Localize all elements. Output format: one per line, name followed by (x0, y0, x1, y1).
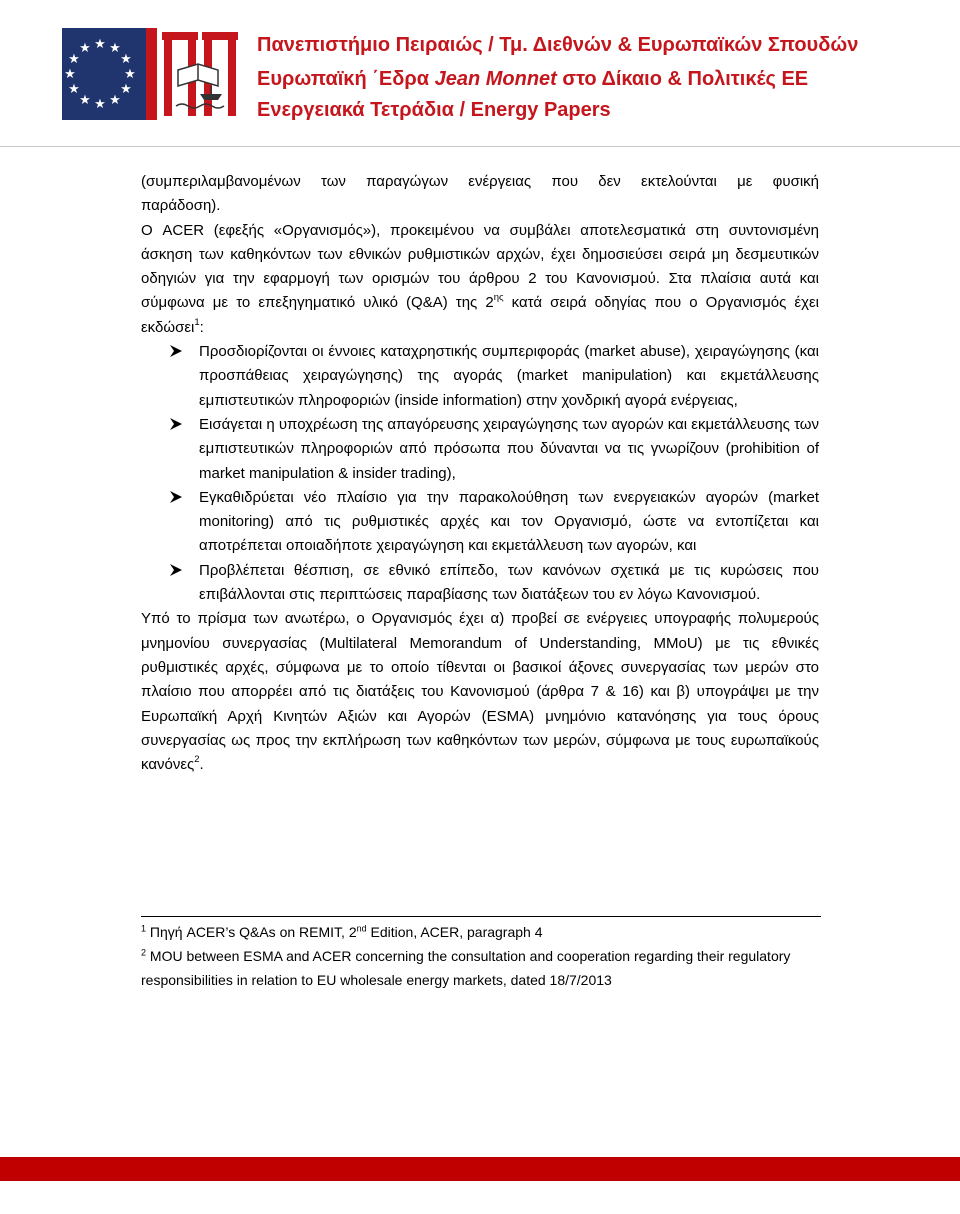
svg-text:★: ★ (68, 82, 80, 97)
footnote-1-text-a: Πηγή ACER’s Q&As on REMIT, 2 (146, 924, 357, 940)
paragraph-2-text-a: Ο ACER (εφεξής «Οργανισμός»), προκειμένου να συμβάλει αποτελεσματικά στη συντονισμένη άσκηση των καθηκόντων των εθνικών ρυθμιστικών αρχών, έχει δημοσιεύσει σειρά μη δεσμευτικών οδηγιών για την εφαρμογή των ορισμών του άρθρου 2 του Κανονισμού. Στα πλαίσια αυτά και σύμφωνα με το επεξηγηματικό υλικό (Q&A) της 2 (141, 221, 819, 312)
svg-text:★: ★ (79, 93, 91, 108)
arrow-bullet-icon (169, 344, 183, 358)
arrow-bullet-icon (169, 490, 183, 504)
paragraph-1-line-1: (συμπεριλαμβανομένων των παραγώγων ενέργειας που δεν εκτελούνται με φυσική (141, 173, 819, 190)
footnote-2-number: 2 (141, 947, 147, 958)
paragraph-2-text-b: κατά σειρά οδηγίας που ο Οργανισμός έχει εκδώσει (141, 294, 819, 336)
svg-text:★: ★ (94, 37, 106, 52)
header-university-line: Πανεπιστήμιο Πειραιώς / Τμ. Διεθνών & Ευρωπαϊκών Σπουδών (257, 34, 859, 56)
svg-text:★: ★ (124, 67, 136, 82)
footnote-1 (141, 920, 819, 944)
header-chair-suffix: στο Δίκαιο & Πολιτικές ΕΕ (556, 68, 809, 90)
university-of-piraeus-logo (160, 28, 240, 120)
footnote-2-text: MOU between ESMA and ACER concerning the consultation and cooperation regarding their regulatory responsibilities in relation to EU wholesale energy markets, dated 18/7/2013 (141, 948, 791, 988)
paragraph-2 (141, 219, 819, 340)
paragraph-2-text-c: : (199, 318, 204, 336)
paragraph-1-line-2: παράδοση). (141, 197, 221, 215)
footnote-2 (141, 944, 819, 992)
arrow-bullet-icon (169, 563, 183, 577)
paragraph-3-text-a: Υπό το πρίσμα των ανωτέρω, ο Οργανισμός έχει α) προβεί σε ενέργειες υπογραφής πολυμερούς μνημονίου συνεργασίας (Multilateral Memorandum of Understanding, MMoU) με τις εθνικές ρυθμιστικές αρχές, σύμφωνα με το οποίο τίθενται οι βασικοί άξονες συνεργασίας των μερών στο πλαίσιο που απορρέει από τις διατάξεις του Κανονισμού (άρθρα 7 & 16) και β) υπογράψει με την Ευρωπαϊκή Αρχή Κινητών Αξιών και Αγορών (ESMA) μνημόνιο κατανόησης για τους όρους συνεργασίας ως προς την εκπλήρωση των καθηκόντων των μερών, σύμφωνα με τους ευρωπαϊκούς κανόνες (141, 610, 819, 774)
list-item-text: Εγκαθιδρύεται νέο πλαίσιο για την παρακολούθηση των ενεργειακών αγορών (market monitoring) από τις ρυθμιστικές αρχές και τον Οργανισμό, ώστε να εντοπίζεται και αποτρέπεται οποιαδήποτε χειραγώγηση και εκμετάλλευση των αγορών, και (199, 488, 819, 555)
list-item-text: Προσδιορίζονται οι έννοιες καταχρηστικής συμπεριφοράς (market abuse), χειραγώγησης (και προσπάθειας χειραγώγησης) της αγοράς (market manipulation) και εκμετάλλευσης εμπιστευτικών πληροφοριών (inside information) στην χονδρική αγορά ενέργειας, (199, 343, 819, 409)
svg-text:★: ★ (64, 67, 76, 82)
paragraph-3 (141, 607, 819, 777)
header-jean-monnet-name: Jean Monnet (434, 68, 557, 90)
eu-flag-logo (62, 28, 157, 120)
main-body-text (141, 170, 819, 777)
footnote-1-number: 1 (141, 923, 147, 934)
list-item-text: Προβλέπεται θέσπιση, σε εθνικό επίπεδο, των κανόνων σχετικά με τις κυρώσεις που επιβάλλονται στις περιπτώσεις παραβίασης των διατάξεων του εν λόγω Κανονισμού. (199, 561, 819, 604)
footnote-ref-2[interactable]: 2 (194, 754, 200, 766)
footnote-ref-1[interactable]: 1 (194, 316, 200, 328)
paragraph-3-text-b: . (199, 756, 204, 774)
footnote-1-ordinal: nd (356, 923, 367, 934)
footnote-1-text-b: Edition, ACER, paragraph 4 (366, 924, 543, 940)
svg-text:★: ★ (109, 93, 121, 108)
svg-text:★: ★ (120, 82, 132, 97)
footer-bar (0, 1157, 960, 1181)
list-item (141, 486, 819, 559)
ordinal-superscript: ης (493, 292, 504, 304)
footnote-separator (141, 916, 821, 917)
header-chair-prefix: Ευρωπαϊκή ΄Εδρα (257, 68, 435, 90)
svg-text:★: ★ (68, 52, 80, 67)
bullet-list (141, 340, 819, 607)
list-item (141, 413, 819, 486)
arrow-bullet-icon (169, 417, 183, 431)
svg-text:★: ★ (79, 41, 91, 56)
header-series-title: Ενεργειακά Τετράδια / Energy Papers (257, 99, 611, 121)
svg-text:★: ★ (94, 97, 106, 112)
footnotes (141, 920, 819, 992)
list-item (141, 340, 819, 413)
svg-text:★: ★ (109, 41, 121, 56)
page-header (0, 0, 960, 130)
svg-text:★: ★ (120, 52, 132, 67)
header-jean-monnet-line (257, 68, 808, 91)
list-item (141, 559, 819, 608)
header-divider (0, 146, 960, 147)
list-item-text: Εισάγεται η υποχρέωση της απαγόρευσης χειραγώγησης των αγορών και εκμετάλλευσης των εμπιστευτικών πληροφοριών από πρόσωπα που δύνανται να τις γνωρίζουν (prohibition of market manipulation & insider trading), (199, 415, 819, 482)
